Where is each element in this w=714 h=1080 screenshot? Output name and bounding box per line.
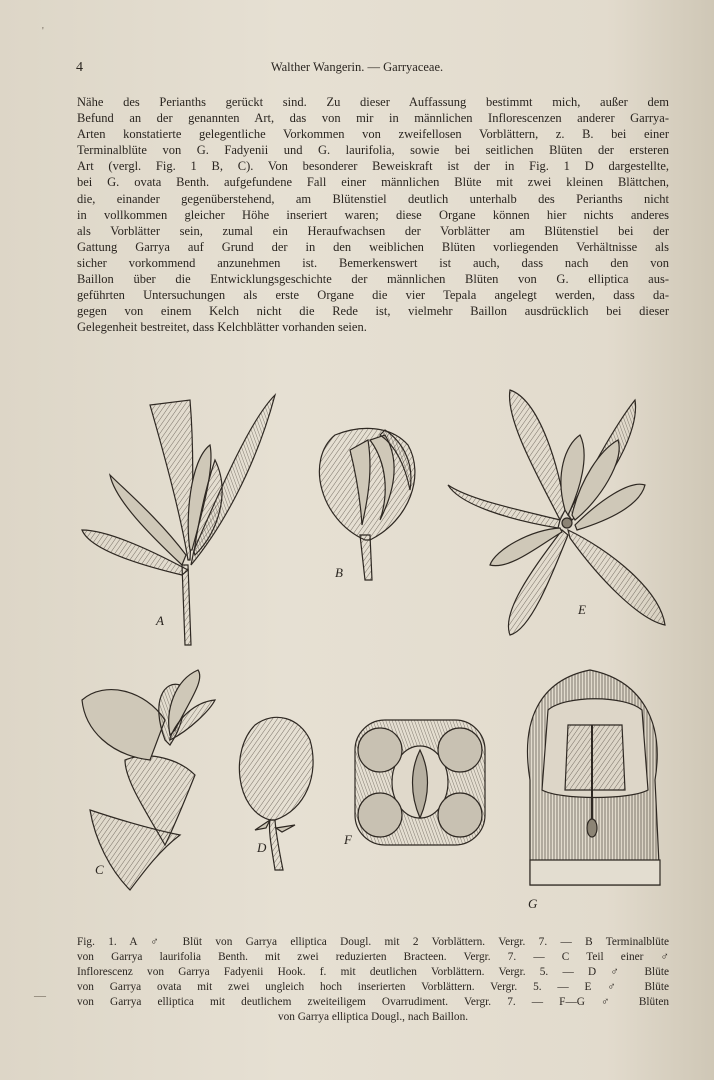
figure-d-drawing: [239, 717, 313, 870]
body-line: Gattung Garrya auf Grund der in den weiblichen Blüten vorliegenden Verhältnisse als: [77, 239, 669, 254]
body-line: Nähe des Perianths gerückt sind. Zu dieser Auffassung bestimmt mich, außer dem: [77, 95, 669, 109]
botanical-illustration: [70, 380, 680, 920]
body-line: bei G. ovata Benth. aufgefundene Fall einer männlichen Blüte mit zwei kleinen Blättchen,: [77, 175, 669, 190]
body-line: Befund an der genannten Art, das von mir in männlichen Inflorescenzen anderer Garrya-: [77, 111, 669, 126]
caption-line: Inflorescenz von Garrya Fadyenii Hook. f. mit deutlichen Vorblättern. Vergr. 5. — D ♂ Blüte: [77, 966, 669, 978]
figure-e-drawing: [448, 390, 665, 635]
body-line: Gelegenheit bestreitet, dass Kelchblätter vorhanden seien.: [77, 320, 367, 335]
page-number: 4: [76, 60, 83, 75]
figure-label-g: G: [528, 896, 538, 911]
figure-plate: [70, 380, 680, 920]
figure-label-e: E: [578, 602, 586, 617]
body-paragraph: [77, 94, 669, 335]
body-line: Baillon über die Entwicklungsgeschichte der männlichen Blüten von G. elliptica aus-: [77, 272, 669, 287]
caption-line: von Garrya laurifolia Benth. mit zwei reduzierten Bracteen. Vergr. 7. — C Teil einer ♂: [77, 951, 669, 963]
body-line: Arten konstatierte gelegentliche Vorkommen von zweifellosen Vorblättern, z. B. bei einer: [77, 127, 669, 142]
caption-line: von Garrya elliptica mit deutlichem zweiteiligem Ovarrudiment. Vergr. 7. — F—G ♂ Blüten: [77, 996, 669, 1008]
caption-line: Fig. 1. A ♂ Blüt von Garrya elliptica Dougl. mit 2 Vorblättern. Vergr. 7. — B Terminalblüte: [77, 936, 669, 948]
figure-c-drawing: [82, 670, 215, 890]
figure-label-f: F: [344, 832, 352, 847]
figure-b-drawing: [319, 428, 415, 580]
figure-caption: [77, 935, 669, 1025]
caption-line: von Garrya ovata mit zwei ungleich hoch inserierten Vorblättern. Vergr. 5. — E ♂ Blüte: [77, 981, 669, 993]
figure-f-drawing: [355, 720, 485, 845]
body-line: als Vorblätter sein, zumal ein Heraufwachsen der Vorblätter am Blütenstiel bei der: [77, 223, 669, 238]
figure-label-a: A: [156, 613, 164, 628]
figure-label-b: B: [335, 565, 343, 580]
body-line: geführten Untersuchungen als erste Organe die vier Tepala angelegt werden, dass da-: [77, 288, 669, 303]
page-header: [0, 60, 714, 76]
caption-line: von Garrya elliptica Dougl., nach Baillon.: [277, 1011, 469, 1023]
figure-label-c: C: [95, 862, 104, 877]
body-line: Art (vergl. Fig. 1 B, C). Von besonderer Beweiskraft ist der in Fig. 1 D dargestellte,: [77, 159, 669, 174]
figure-g-drawing: [528, 670, 661, 885]
body-line: die, einander gegenüberstehend, am Blütenstiel deutlich unterhalb des Perianths nicht: [77, 191, 669, 206]
body-line: Terminalblüte von G. Fadyenii und G. laurifolia, sowie bei seitlichen Blüten der ersteren: [77, 143, 669, 158]
figure-label-d: D: [257, 840, 267, 855]
running-title: Walther Wangerin. — Garryaceae.: [270, 60, 444, 74]
margin-dash: —: [34, 988, 46, 1002]
margin-mark: ': [42, 26, 44, 37]
body-line: in vollkommen gleicher Höhe inseriert waren; diese Organe können hier nichts anderes: [77, 207, 669, 222]
figure-a-drawing: [82, 395, 275, 645]
body-line: sicher vorkommend anzunehmen ist. Bemerkenswert ist auch, dass nach den von: [77, 255, 669, 270]
body-line: gegen von einem Kelch nicht die Rede ist, vielmehr Baillon ausdrücklich bei dieser: [77, 304, 669, 319]
